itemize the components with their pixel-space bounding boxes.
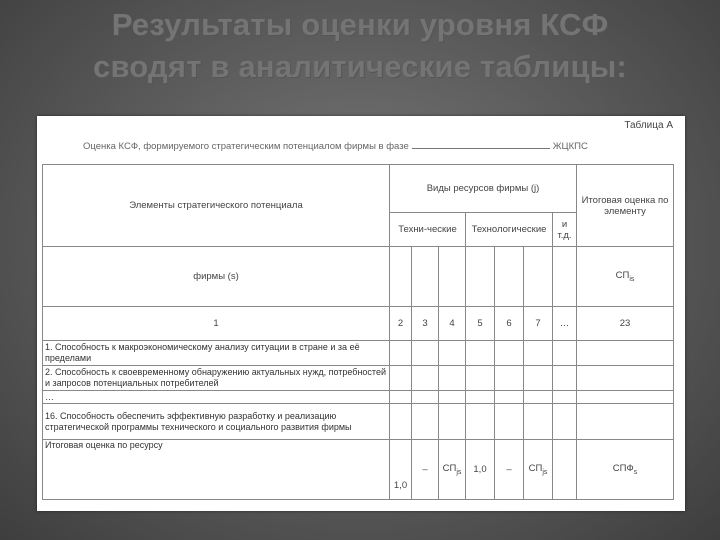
table-cell [390, 247, 412, 307]
col-number-7: 7 [524, 307, 553, 341]
table-cell [495, 404, 524, 440]
table-cell [524, 391, 553, 404]
table-cell [412, 366, 439, 391]
table-cell [524, 366, 553, 391]
total-row [43, 440, 674, 500]
total-value-final: $СПФ_s$ [577, 440, 674, 500]
header-resources: Виды ресурсов фирмы (j) [390, 165, 577, 213]
table-cell [524, 247, 553, 307]
table-cell [553, 391, 577, 404]
table-cell [495, 247, 524, 307]
subtitle-suffix: ЖЦКПС [552, 141, 588, 152]
subheader-technical: Техни-ческие [390, 213, 466, 247]
table-cell [390, 404, 412, 440]
table-cell [577, 404, 674, 440]
table-cell [495, 341, 524, 366]
row-label: 16. Способность обеспечить эффективную разработку и реализацию стратегической программы технического и социального развития фирмы [43, 404, 390, 440]
table-cell [412, 391, 439, 404]
table-cell [495, 366, 524, 391]
table-cell [553, 247, 577, 307]
table-row [43, 366, 674, 391]
col-number-23: 23 [577, 307, 674, 341]
slide-title-line-2: сводят в аналитические таблицы: [93, 49, 627, 84]
table-cell [390, 391, 412, 404]
subheader-technological: Технологические [466, 213, 553, 247]
firm-total: $СП_{is}$ [577, 247, 674, 307]
col-number-1: 1 [43, 307, 390, 341]
table-subtitle [83, 141, 588, 152]
slide-title [0, 4, 720, 88]
total-label: Итоговая оценка по ресурсу [43, 440, 390, 500]
total-value-3: $СП_{js}$ [439, 440, 466, 500]
table-cell [577, 341, 674, 366]
header-elements: Элементы стратегического потенциала [43, 165, 390, 247]
table-row [43, 341, 674, 366]
total-value-1: 1,0 [390, 440, 412, 500]
table-cell [553, 440, 577, 500]
table-caption: Таблица А [624, 120, 673, 131]
table-cell [390, 341, 412, 366]
subheader-etc: и т.д. [553, 213, 577, 247]
subtitle-prefix: Оценка КСФ, формируемого стратегическим потенциалом фирмы в фазе [83, 141, 409, 152]
col-number-4: 4 [439, 307, 466, 341]
table-header-row [43, 165, 674, 213]
table-cell [524, 341, 553, 366]
table-cell [439, 341, 466, 366]
total-value-2: – [412, 440, 439, 500]
row-label: … [43, 391, 390, 404]
table-cell [466, 341, 495, 366]
firm-label: фирмы (s) [43, 247, 390, 307]
col-number-dots: … [553, 307, 577, 341]
table-cell [466, 366, 495, 391]
firm-row [43, 247, 674, 307]
total-value-4: 1,0 [466, 440, 495, 500]
table-cell [577, 391, 674, 404]
table-cell [412, 247, 439, 307]
table-cell [524, 404, 553, 440]
subtitle-blank-line [412, 148, 550, 149]
total-value-5: – [495, 440, 524, 500]
table-cell [439, 247, 466, 307]
table-cell [439, 366, 466, 391]
col-number-5: 5 [466, 307, 495, 341]
header-total: Итоговая оценка по элементу [577, 165, 674, 247]
table-row [43, 391, 674, 404]
col-number-3: 3 [412, 307, 439, 341]
document-image [37, 116, 685, 511]
row-label: 1. Способность к макроэкономическому анализу ситуации в стране и за её пределами [43, 341, 390, 366]
table-cell [439, 404, 466, 440]
table-cell [553, 404, 577, 440]
total-value-6: $СП_{js}$ [524, 440, 553, 500]
table-cell [466, 391, 495, 404]
table-cell [466, 404, 495, 440]
table-cell [439, 391, 466, 404]
table-cell [577, 366, 674, 391]
table-cell [390, 366, 412, 391]
table-cell [412, 341, 439, 366]
table-cell [412, 404, 439, 440]
table-row [43, 404, 674, 440]
numbering-row [43, 307, 674, 341]
table-cell [495, 391, 524, 404]
col-number-2: 2 [390, 307, 412, 341]
table-cell [553, 341, 577, 366]
col-number-6: 6 [495, 307, 524, 341]
ksf-table [42, 164, 674, 500]
slide-title-line-1: Результаты оценки уровня КСФ [111, 7, 609, 42]
table-cell [466, 247, 495, 307]
row-label: 2. Способность к своевременному обнаружению актуальных нужд, потребностей и запросов потенциальных потребителей [43, 366, 390, 391]
table-cell [553, 366, 577, 391]
